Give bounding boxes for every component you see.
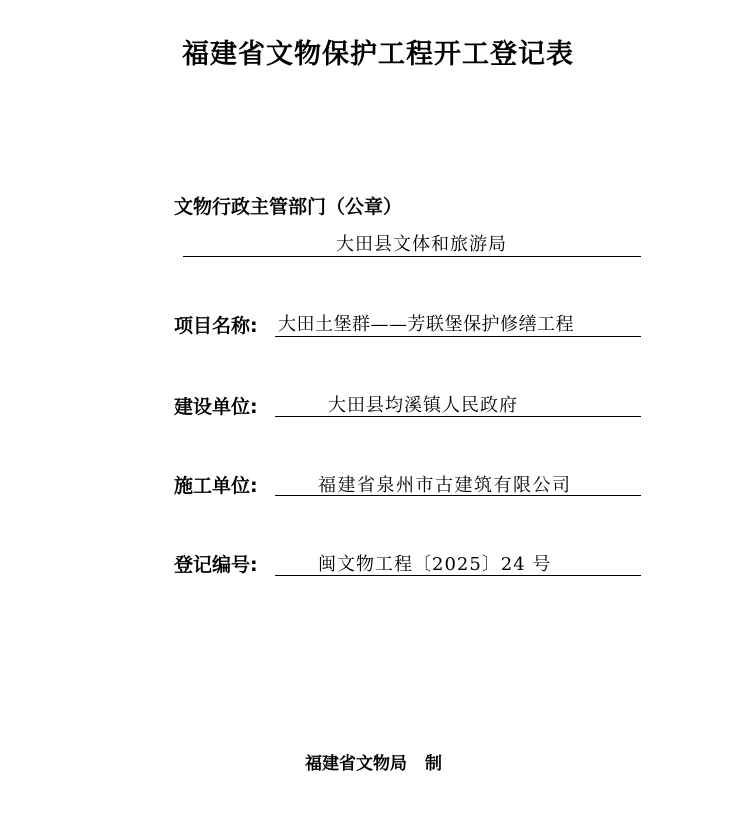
construction-unit-underline — [275, 416, 641, 417]
department-underline — [183, 256, 641, 257]
builder-underline — [275, 495, 641, 496]
issuer-suffix: 制 — [425, 754, 442, 774]
registration-number-label: 登记编号: — [174, 554, 258, 576]
registration-number-value: 闽文物工程〔2025〕24 号 — [318, 554, 552, 575]
builder-value: 福建省泉州市古建筑有限公司 — [318, 475, 572, 496]
department-value: 大田县文体和旅游局 — [336, 234, 507, 255]
construction-unit-value: 大田县均溪镇人民政府 — [328, 395, 518, 416]
issuer-name: 福建省文物局 — [305, 754, 407, 774]
project-name-label: 项目名称: — [174, 315, 258, 337]
department-label: 文物行政主管部门（公章） — [174, 196, 403, 218]
project-name-value: 大田土堡群——芳联堡保护修缮工程 — [278, 314, 574, 335]
project-name-underline — [275, 336, 641, 337]
document-title: 福建省文物保护工程开工登记表 — [182, 39, 574, 70]
registration-number-underline — [275, 575, 641, 576]
issuer-footer — [305, 752, 442, 776]
construction-unit-label: 建设单位: — [174, 396, 258, 418]
builder-label: 施工单位: — [174, 475, 258, 497]
